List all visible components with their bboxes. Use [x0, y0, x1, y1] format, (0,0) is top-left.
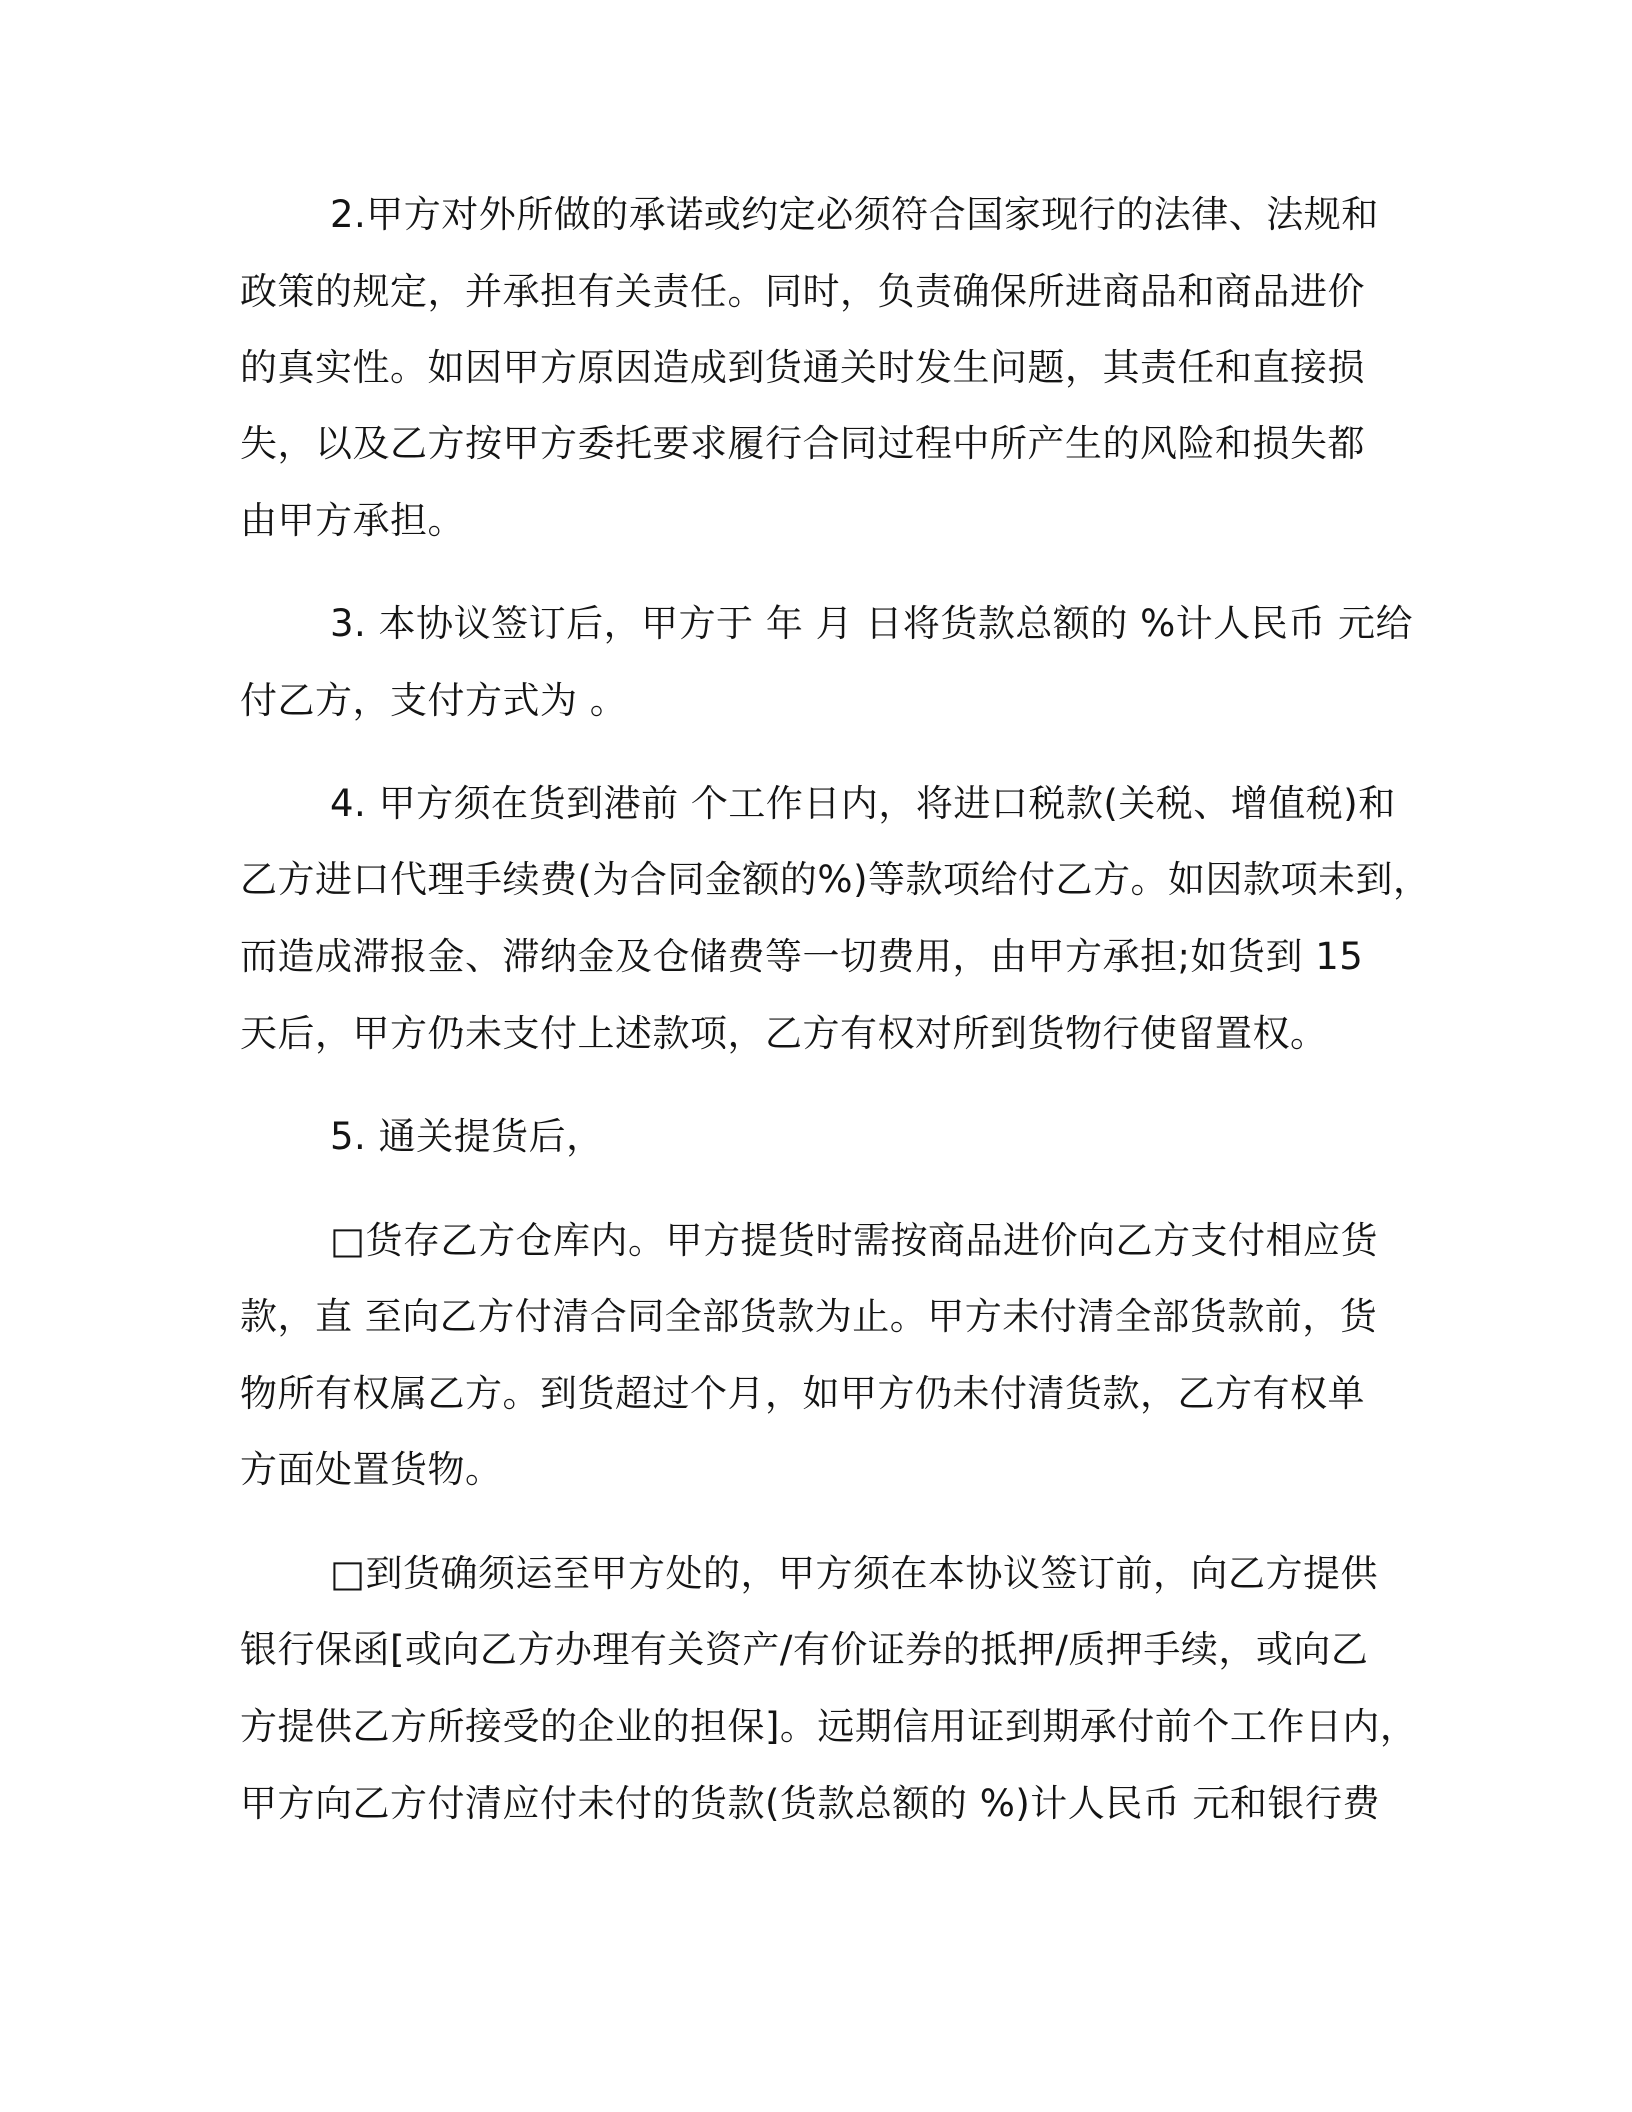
paragraph-line: 5. 通关提货后，	[330, 1115, 604, 1158]
paragraph-line: 乙方进口代理手续费(为合同金额的%)等款项给付乙方。如因款项未到，	[240, 858, 1431, 901]
paragraph-line: 而造成滞报金、滞纳金及仓储费等一切费用，由甲方承担;如货到 15	[240, 935, 1364, 978]
paragraph-line: 由甲方承担。	[240, 499, 465, 542]
paragraph-line: □货存乙方仓库内。甲方提货时需按商品进价向乙方支付相应货	[330, 1219, 1378, 1262]
paragraph-line: 的真实性。如因甲方原因造成到货通关时发生问题，其责任和直接损	[240, 346, 1365, 389]
paragraph-line: 方提供乙方所接受的企业的担保]。远期信用证到期承付前个工作日内，	[240, 1705, 1418, 1748]
paragraph-line: 4. 甲方须在货到港前 个工作日内，将进口税款(关税、增值税)和	[330, 782, 1396, 825]
paragraph-line: 政策的规定，并承担有关责任。同时，负责确保所进商品和商品进价	[240, 270, 1365, 313]
paragraph-line: 方面处置货物。	[240, 1448, 503, 1491]
paragraph-line: 物所有权属乙方。到货超过个月，如甲方仍未付清货款，乙方有权单	[240, 1372, 1365, 1415]
paragraph-line: 甲方向乙方付清应付未付的货款(货款总额的 %)计人民币 元和银行费	[240, 1782, 1381, 1825]
paragraph-line: 天后，甲方仍未支付上述款项，乙方有权对所到货物行使留置权。	[240, 1012, 1328, 1055]
paragraph-line: 付乙方，支付方式为 。	[240, 679, 628, 722]
paragraph-line: 2.甲方对外所做的承诺或约定必须符合国家现行的法律、法规和	[330, 193, 1379, 236]
paragraph-line: 银行保函[或向乙方办理有关资产/有价证券的抵押/质押手续，或向乙	[240, 1628, 1369, 1671]
paragraph-line: 3. 本协议签订后，甲方于 年 月 日将货款总额的 %计人民币 元给	[330, 602, 1414, 645]
paragraph-line: □到货确须运至甲方处的，甲方须在本协议签订前，向乙方提供	[330, 1552, 1378, 1595]
paragraph-line: 款，直 至向乙方付清合同全部货款为止。甲方未付清全部货款前，货	[240, 1295, 1378, 1338]
paragraph-line: 失，以及乙方按甲方委托要求履行合同过程中所产生的风险和损失都	[240, 422, 1365, 465]
